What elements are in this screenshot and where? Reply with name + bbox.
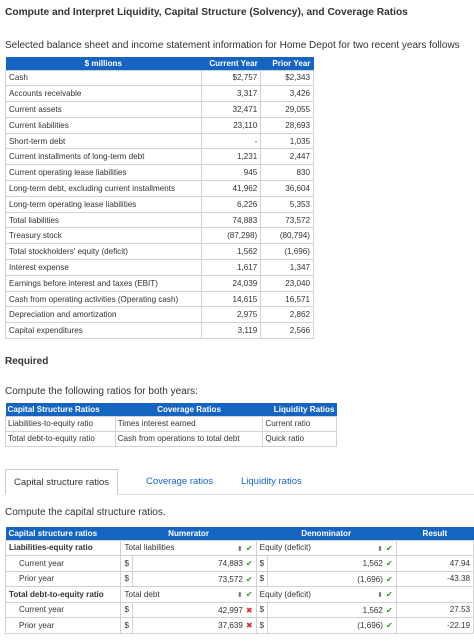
denominator-amount: (1,696) xyxy=(357,621,383,631)
result-value: -22.19 xyxy=(396,618,473,634)
bs-cell-label: Interest expense xyxy=(6,260,202,276)
check-icon: ✔ xyxy=(245,590,253,600)
bs-cell-prior: 73,572 xyxy=(261,212,314,228)
check-icon: ✔ xyxy=(385,590,393,600)
ans-header-denominator: Denominator xyxy=(256,527,396,540)
denominator-value: Equity (deficit) xyxy=(259,589,311,599)
denominator-input[interactable] xyxy=(268,618,397,634)
denominator-input[interactable] xyxy=(268,602,397,618)
bs-header-prior: Prior Year xyxy=(261,57,314,70)
bs-cell-prior: 28,693 xyxy=(261,117,314,133)
bs-cell-current: 1,231 xyxy=(201,149,261,165)
bs-cell-current: 3,317 xyxy=(201,86,261,102)
numerator-amount: 73,572 xyxy=(218,574,243,584)
denominator-select[interactable] xyxy=(256,587,396,603)
check-icon: ✔ xyxy=(245,543,253,553)
result-cell xyxy=(396,587,473,603)
ratios-header-liquidity: Liquidity Ratios xyxy=(263,403,337,416)
bs-cell-current: 41,962 xyxy=(201,181,261,197)
ans-header-numerator: Numerator xyxy=(121,527,256,540)
bs-cell-prior: 29,055 xyxy=(261,102,314,118)
check-icon: ✔ xyxy=(245,559,253,569)
numerator-amount: 74,883 xyxy=(218,559,243,569)
bs-cell-prior: 1,347 xyxy=(261,260,314,276)
currency-sign: $ xyxy=(121,571,133,587)
bs-cell-prior: (1,696) xyxy=(261,244,314,260)
numerator-input[interactable] xyxy=(132,618,256,634)
currency-sign: $ xyxy=(256,602,268,618)
table-row xyxy=(6,149,314,165)
ratios-table xyxy=(5,403,337,447)
tab-capital-structure[interactable]: Capital structure ratios xyxy=(5,469,118,495)
bs-cell-prior: 2,447 xyxy=(261,149,314,165)
numerator-value: Total liabilities xyxy=(124,543,175,553)
bs-cell-prior: 23,040 xyxy=(261,275,314,291)
bs-cell-current: 23,110 xyxy=(201,117,261,133)
currency-sign: $ xyxy=(256,571,268,587)
denominator-input[interactable] xyxy=(268,571,397,587)
bs-cell-prior: 830 xyxy=(261,165,314,181)
bs-cell-label: Long-term debt, excluding current installments xyxy=(6,181,202,197)
compute-both-text: Compute the following ratios for both years: xyxy=(5,386,198,397)
result-value: -43.38 xyxy=(396,571,473,587)
currency-sign: $ xyxy=(121,602,133,618)
table-row xyxy=(6,571,474,587)
table-row xyxy=(6,102,314,118)
ratio-name: Total debt-to-equity ratio xyxy=(6,587,121,603)
ratios-cell: Times interest earned xyxy=(115,416,263,431)
required-heading: Required xyxy=(5,356,49,367)
check-icon: ✔ xyxy=(385,559,393,569)
numerator-input[interactable] xyxy=(132,602,256,618)
bs-cell-label: Total liabilities xyxy=(6,212,202,228)
tab-coverage[interactable]: Coverage ratios xyxy=(146,476,214,487)
table-row xyxy=(6,165,314,181)
bs-cell-current: 1,562 xyxy=(201,244,261,260)
numerator-input[interactable] xyxy=(132,556,256,572)
cross-icon: ✖ xyxy=(245,621,253,631)
table-row xyxy=(6,117,314,133)
bs-cell-label: Treasury stock xyxy=(6,228,202,244)
denominator-value: Equity (deficit) xyxy=(259,543,311,553)
table-row xyxy=(6,86,314,102)
year-label: Prior year xyxy=(6,571,121,587)
check-icon: ✔ xyxy=(385,543,393,553)
bs-cell-prior: 3,426 xyxy=(261,86,314,102)
ratios-header-coverage: Coverage Ratios xyxy=(115,403,263,416)
currency-sign: $ xyxy=(121,556,133,572)
bs-cell-current: 1,617 xyxy=(201,260,261,276)
check-icon: ✔ xyxy=(245,574,253,584)
bs-cell-current: 14,615 xyxy=(201,291,261,307)
table-row xyxy=(6,416,337,431)
bs-header-label: $ millions xyxy=(6,57,202,70)
bs-cell-label: Earnings before interest and taxes (EBIT) xyxy=(6,275,202,291)
table-row xyxy=(6,602,474,618)
numerator-value: Total debt xyxy=(124,589,160,599)
numerator-select[interactable] xyxy=(121,587,256,603)
ratio-tabs xyxy=(5,469,474,495)
denominator-input[interactable] xyxy=(268,556,397,572)
bs-cell-prior: 2,566 xyxy=(261,323,314,339)
tab-liquidity[interactable]: Liquidity ratios xyxy=(241,476,302,487)
result-value: 27.53 xyxy=(396,602,473,618)
check-icon: ✔ xyxy=(385,574,393,584)
ratios-header-capital: Capital Structure Ratios xyxy=(6,403,116,416)
section-row xyxy=(6,540,474,556)
bs-cell-label: Capital expenditures xyxy=(6,323,202,339)
bs-cell-prior: 36,604 xyxy=(261,181,314,197)
result-value: 47.94 xyxy=(396,556,473,572)
ratio-name: Liabilities-equity ratio xyxy=(6,540,121,556)
denominator-amount: (1,696) xyxy=(357,574,383,584)
table-row xyxy=(6,244,314,260)
bs-cell-label: Accounts receivable xyxy=(6,86,202,102)
currency-sign: $ xyxy=(121,618,133,634)
ans-header-result: Result xyxy=(396,527,473,540)
intro-text: Selected balance sheet and income statement information for Home Depot for two recent years follows xyxy=(5,40,460,51)
bs-cell-label: Cash from operating activities (Operating cash) xyxy=(6,291,202,307)
currency-sign: $ xyxy=(256,556,268,572)
numerator-select[interactable] xyxy=(121,540,256,556)
table-row xyxy=(6,556,474,572)
table-row xyxy=(6,228,314,244)
table-row xyxy=(6,618,474,634)
year-label: Prior year xyxy=(6,618,121,634)
bs-cell-current: 74,883 xyxy=(201,212,261,228)
check-icon: ✔ xyxy=(385,621,393,631)
dropdown-icon: ⬍ xyxy=(237,545,243,553)
ratios-cell: Current ratio xyxy=(263,416,337,431)
bs-header-current: Current Year xyxy=(201,57,261,70)
bs-cell-current: 945 xyxy=(201,165,261,181)
bs-cell-label: Current liabilities xyxy=(6,117,202,133)
bs-cell-label: Total stockholders' equity (deficit) xyxy=(6,244,202,260)
table-row xyxy=(6,70,314,86)
denominator-select[interactable] xyxy=(256,540,396,556)
bs-cell-label: Current installments of long-term debt xyxy=(6,149,202,165)
bs-cell-label: Short-term debt xyxy=(6,133,202,149)
bs-cell-prior: 16,571 xyxy=(261,291,314,307)
table-row xyxy=(6,323,314,339)
numerator-amount: 37,639 xyxy=(218,621,243,631)
bs-cell-current: 2,975 xyxy=(201,307,261,323)
bs-cell-current: (87,298) xyxy=(201,228,261,244)
denominator-amount: 1,562 xyxy=(362,605,383,615)
ratios-cell: Liabilities-to-equity ratio xyxy=(6,416,116,431)
dropdown-icon: ⬍ xyxy=(377,545,383,553)
answer-table xyxy=(5,527,474,634)
year-label: Current year xyxy=(6,556,121,572)
bs-cell-current: $2,757 xyxy=(201,70,261,86)
bs-cell-label: Current assets xyxy=(6,102,202,118)
ratios-cell: Quick ratio xyxy=(263,431,337,446)
bs-cell-prior: $2,343 xyxy=(261,70,314,86)
dropdown-icon: ⬍ xyxy=(237,592,243,600)
table-row xyxy=(6,431,337,446)
currency-sign: $ xyxy=(256,618,268,634)
table-row xyxy=(6,212,314,228)
page-title: Compute and Interpret Liquidity, Capital Structure (Solvency), and Coverage Ratios xyxy=(5,7,408,18)
numerator-input[interactable] xyxy=(132,571,256,587)
check-icon: ✔ xyxy=(385,605,393,615)
compute-capital-text: Compute the capital structure ratios. xyxy=(5,507,166,518)
bs-cell-current: - xyxy=(201,133,261,149)
bs-cell-label: Depreciation and amortization xyxy=(6,307,202,323)
table-row xyxy=(6,181,314,197)
cross-icon: ✖ xyxy=(245,605,253,615)
bs-cell-current: 32,471 xyxy=(201,102,261,118)
table-row xyxy=(6,196,314,212)
numerator-amount: 42,997 xyxy=(218,605,243,615)
bs-cell-label: Long-term operating lease liabilities xyxy=(6,196,202,212)
bs-cell-prior: 1,035 xyxy=(261,133,314,149)
bs-cell-prior: 2,862 xyxy=(261,307,314,323)
bs-cell-current: 24,039 xyxy=(201,275,261,291)
section-row xyxy=(6,587,474,603)
bs-cell-prior: (80,794) xyxy=(261,228,314,244)
result-cell xyxy=(396,540,473,556)
denominator-amount: 1,562 xyxy=(362,559,383,569)
bs-cell-current: 3,119 xyxy=(201,323,261,339)
table-row xyxy=(6,307,314,323)
bs-cell-prior: 5,353 xyxy=(261,196,314,212)
table-row xyxy=(6,133,314,149)
ans-header-ratios: Capital structure ratios xyxy=(6,527,121,540)
table-row xyxy=(6,275,314,291)
bs-cell-label: Current operating lease liabilities xyxy=(6,165,202,181)
dropdown-icon: ⬍ xyxy=(377,592,383,600)
year-label: Current year xyxy=(6,602,121,618)
balance-sheet-table xyxy=(5,57,314,339)
ratios-cell: Cash from operations to total debt xyxy=(115,431,263,446)
bs-cell-label: Cash xyxy=(6,70,202,86)
ratios-cell: Total debt-to-equity ratio xyxy=(6,431,116,446)
table-row xyxy=(6,291,314,307)
bs-cell-current: 6,226 xyxy=(201,196,261,212)
table-row xyxy=(6,260,314,276)
